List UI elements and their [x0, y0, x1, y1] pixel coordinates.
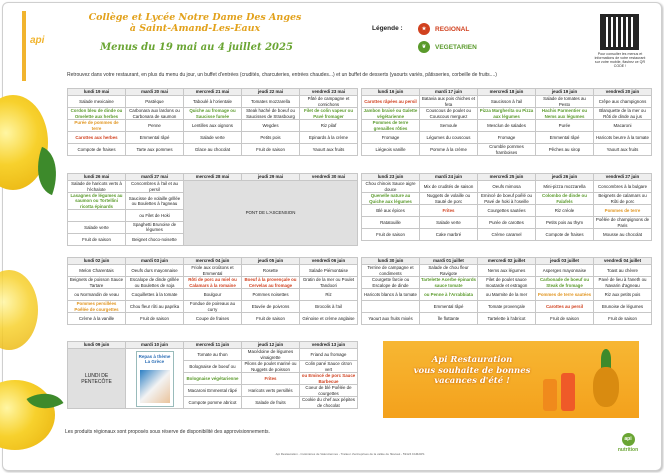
promo-line: vacances d'été !: [434, 376, 510, 387]
menu-row: [68, 132, 358, 144]
legend-vegetarian-label: VEGETARIEN: [435, 43, 477, 51]
menu-row: [362, 193, 652, 205]
menu-dish: Lasagnes de légumes au saumon ou Tortellini ricotta épinards: [68, 193, 126, 210]
week-table: [67, 257, 358, 325]
menu-dish: Salade Piémontaise: [300, 265, 358, 277]
menu-dish: Fromage: [362, 132, 420, 144]
menu-dish: Filet de colin vapeur ou Pavé fromager: [300, 108, 358, 120]
menu-dish: Compote de fraises: [68, 144, 126, 156]
day-header: lundi 02 juin: [68, 258, 126, 265]
menu-row: [362, 265, 652, 277]
day-header: mercredi 28 mai: [184, 174, 242, 181]
menu-dish: Courgettes sautées: [478, 205, 536, 217]
menu-dish: Fruit de saison: [362, 229, 420, 241]
promo-line: vous souhaite de bonnes: [413, 365, 531, 376]
menu-dish: Melon Charentais: [68, 265, 126, 277]
menu-dish: Pommes de terre sautées: [536, 289, 594, 301]
menu-dish: Tomate provençale: [478, 301, 536, 313]
menu-dish: Rosette: [242, 265, 300, 277]
menu-dish: Fruit de saison: [242, 313, 300, 325]
menu-dish: Steak haché de boeuf ou Saucisses de Strasbourg: [242, 108, 300, 120]
menu-dish: Crème caramel: [478, 229, 536, 241]
menu-dish: Courgette farcie ou Escalope de dinde: [362, 277, 420, 289]
intro-text: Retrouvez dans votre restaurant, en plus du menu du jour, un buffet d'entrées (crudités, charcuteries, entrées chaudes...) et un buffet de desserts (yaourts variés, pâtisseries, corbeille de fruits....): [67, 72, 497, 78]
menu-row: [362, 313, 652, 325]
day-header: lundi 26 mai: [68, 174, 126, 181]
menu-dish: Liégeois vanille: [362, 144, 420, 156]
menu-dish: Yaourt aux fruits mixés: [362, 313, 420, 325]
menu-dish: Ratatouille: [362, 217, 420, 229]
menu-dish: Cake marbré: [420, 229, 478, 241]
menu-dish: Jambon braisé ou Galette végétarienne: [362, 108, 420, 120]
menu-row: [68, 96, 358, 108]
theme-title: Repas à thème La Grèce: [138, 353, 171, 364]
day-header: mercredi 04 juin: [184, 258, 242, 265]
day-header: mercredi 18 juin: [478, 89, 536, 96]
menu-dish: Colin pané Sauce citron vert: [300, 361, 358, 373]
menu-dish: Pavé de lieu à l'aneth ou Navarin d'agneau: [594, 277, 652, 289]
day-header: vendredi 23 mai: [300, 89, 358, 96]
menu-dish: Fruit de saison: [126, 313, 184, 325]
day-header: lundi 23 juin: [362, 174, 420, 181]
menu-dish: Saucisse de volaille grillée ou Boulettes à l'agneau: [126, 193, 184, 210]
menu-dish: Emmental râpé: [536, 132, 594, 144]
menu-dish: Friand au fromage: [300, 349, 358, 361]
menu-dish: Petits pois: [242, 132, 300, 144]
menu-dish: Mesclun de salades: [478, 120, 536, 132]
school-location: à Saint-Amand-Les-Eaux: [129, 23, 261, 34]
menu-period: Menus du 19 mai au 4 juillet 2025: [100, 42, 293, 53]
menu-dish: Cookie du chef aux pépites de chocolat: [300, 397, 358, 409]
menu-dish: Petits pois au thym: [536, 217, 594, 229]
menu-dish: Salade verte: [420, 217, 478, 229]
menu-dish: Tomates mozzarella: [242, 96, 300, 108]
day-header: lundi 09 juin: [68, 342, 126, 349]
menu-dish: Pommes de terre grenailles rôties: [362, 120, 420, 132]
menu-dish: Rôti de porc au miel ou Calamars à la romaine: [184, 277, 242, 289]
menu-row: [362, 181, 652, 193]
menu-dish: Haricots blancs à la tomate: [362, 289, 420, 301]
menu-dish: Salade de fruits: [242, 397, 300, 409]
menu-dish: Fruit de saison: [594, 313, 652, 325]
week-table: [67, 341, 358, 409]
day-header: mercredi 25 juin: [478, 174, 536, 181]
day-header: mardi 03 juin: [126, 258, 184, 265]
menu-dish: Compote pomme abricot: [184, 397, 242, 409]
day-header: vendredi 30 mai: [300, 174, 358, 181]
menu-dish: Mix de crudités de saison: [420, 181, 478, 193]
week-table: [361, 173, 652, 241]
menu-dish: Coupe de fraises: [184, 313, 242, 325]
menu-dish: Salade verte: [184, 132, 242, 144]
menu-dish: Brunoise de légumes: [594, 301, 652, 313]
week-header-row: [362, 258, 652, 265]
menu-dish: Macédoine de légumes vinaigrette: [242, 349, 300, 361]
day-header: mercredi 11 juin: [184, 342, 242, 349]
legend-regional: [418, 22, 469, 36]
menu-dish: ou Filet de Hoki: [126, 209, 184, 221]
week-header-row: [68, 89, 358, 96]
nutrition-logo: [616, 433, 640, 453]
menu-dish: Couscous de poulet ou Couscous merguez: [420, 108, 478, 120]
leaf-icon: ❦: [418, 41, 430, 53]
menu-dish: Carbonara aux lardons ou Carbonara de saumon: [126, 108, 184, 120]
menu-dish: Tarte aux pommes: [126, 144, 184, 156]
menu-dish: ou Emincé de porc Sauce Barbecue: [300, 373, 358, 385]
menu-dish: Penne: [126, 120, 184, 132]
menu-dish: ou Normandin de veau: [68, 289, 126, 301]
holiday-cell: PONT DE L'ASCENSION: [184, 181, 358, 246]
menu-dish: ou Marmite de la mer: [478, 289, 536, 301]
menu-dish: Bolognaise de boeuf ou: [184, 361, 242, 373]
day-header: jeudi 19 juin: [536, 89, 594, 96]
day-header: lundi 30 juin: [362, 258, 420, 265]
menu-row: [68, 313, 358, 325]
menu-dish: Batavia aux pois chiches et feta: [420, 96, 478, 108]
day-header: jeudi 29 mai: [242, 174, 300, 181]
legend-vegetarian: [418, 40, 477, 54]
menu-row: [68, 181, 358, 193]
menu-dish: Yaourt aux fruits: [300, 144, 358, 156]
menu-dish: Salade de chou fleur Ravigote: [420, 265, 478, 277]
menu-dish: Fruit de saison: [242, 144, 300, 156]
menu-row: [362, 289, 652, 301]
promo-text: [407, 355, 537, 387]
menu-dish: Tartelette Acerbe épinards sauce tomate: [421, 277, 476, 288]
menu-dish: Toast au chèvre: [594, 265, 652, 277]
menu-dish: Pomme à la crème: [420, 144, 478, 156]
menu-dish: Taboulé à l'orientale: [184, 96, 242, 108]
menu-dish: ou Penne à l'Arrabbiata: [420, 289, 478, 301]
menu-dish: Pâté de campagne et cornichons: [300, 96, 358, 108]
day-header: vendredi 04 juillet: [594, 258, 652, 265]
menu-dish: Pizza Margherita ou Pizza aux légumes: [478, 108, 536, 120]
week-table: [361, 257, 652, 325]
menu-dish: Colombo de dinde ou Falafels: [536, 193, 594, 205]
summer-promo-banner: [383, 341, 639, 418]
week-header-row: [362, 174, 652, 181]
day-header: vendredi 27 juin: [594, 174, 652, 181]
menu-dish: Mini-pizza mozzarella: [536, 181, 594, 193]
menu-dish: Compote de fraises: [536, 229, 594, 241]
day-header: lundi 19 mai: [68, 89, 126, 96]
menu-row: [362, 96, 652, 108]
menu-row: [362, 277, 652, 289]
menu-row: [362, 217, 652, 229]
menu-dish: Wegdes: [242, 120, 300, 132]
menu-dish: Pommes de terre: [594, 205, 652, 217]
menu-dish: Blanquette de la mer ou Rôti de dinde au jus: [594, 108, 652, 120]
menu-dish: Nuggets de volaille ou Sauté de porc: [420, 193, 478, 205]
menu-dish: Boulgour: [184, 289, 242, 301]
menu-dish: Purée: [536, 120, 594, 132]
menu-dish: Île flottante: [420, 313, 478, 325]
day-header: jeudi 05 juin: [242, 258, 300, 265]
company-address: Api Restauration - Cuisinières de Valenciennes - Traiteur d'entreprises de la vallée de l'Escaut - 59124 FAMARS: [275, 452, 425, 456]
menu-row: [362, 144, 652, 156]
menu-dish: Beignets de poisson Sauce Tartare: [68, 277, 126, 289]
menu-dish: Concombres à l'ail et au persil: [126, 181, 184, 193]
menu-row: [68, 277, 358, 289]
menu-dish: Escalope de dinde grillée ou Boulettes de soja: [126, 277, 184, 289]
menu-dish: Fruit de saison: [68, 233, 126, 245]
week-header-row: [68, 174, 358, 181]
day-header: mercredi 21 mai: [184, 89, 242, 96]
menu-dish: Crème à la vanille: [68, 313, 126, 325]
menu-dish: Chou fleur rôti au paprika: [126, 301, 184, 313]
menu-dish: Fromage: [478, 132, 536, 144]
holiday-cell: LUNDI DE PENTECÔTE: [68, 349, 126, 409]
greece-image: [140, 370, 170, 403]
menu-dish: Purée de pommes de terre: [68, 120, 126, 132]
day-header: mardi 10 juin: [126, 342, 184, 349]
menu-dish: Génoise et crème anglaise: [300, 313, 358, 325]
menu-dish: Macaroni: [594, 120, 652, 132]
menu-dish: Salade de tomates au Pesto: [536, 96, 594, 108]
menu-dish: Saucisson à l'ail: [478, 96, 536, 108]
menu-dish: Fondue de poireaux au curry: [184, 301, 242, 313]
day-header: jeudi 03 juillet: [536, 258, 594, 265]
menu-dish: Crêpe aux champignons: [594, 96, 652, 108]
legend-regional-label: REGIONAL: [435, 25, 470, 33]
menu-dish: Oeufs mimosa: [478, 181, 536, 193]
menu-dish: Chou chinois Sauce aigre douce: [362, 181, 420, 193]
day-header: jeudi 22 mai: [242, 89, 300, 96]
school-title: Collège et Lycée Notre Dame Des Anges: [88, 12, 302, 23]
menu-dish: Gratin de la mer ou Poulet Tandoori: [300, 277, 358, 289]
day-header: jeudi 26 juin: [536, 174, 594, 181]
qr-caption: Pour consulter les menus et informations de votre restaurant sur votre mobile, flashez ce QR CODE !: [594, 52, 646, 69]
menu-row: [68, 289, 358, 301]
menu-dish: Carbonade de boeuf ou Steak de fromage: [536, 277, 594, 289]
menu-row: [68, 301, 358, 313]
menu-dish: Haricots verts persillés: [242, 385, 300, 397]
menu-dish: Pêches au sirop: [536, 144, 594, 156]
menu-dish: Emmental râpé: [126, 132, 184, 144]
day-header: mardi 17 juin: [420, 89, 478, 96]
menu-row: [68, 349, 358, 361]
menu-dish: [68, 209, 126, 221]
week-header-row: [68, 342, 358, 349]
day-header: mercredi 02 juillet: [478, 258, 536, 265]
menu-dish: Quiche au fromage ou Saucisse fumée: [184, 108, 242, 120]
day-header: vendredi 13 juin: [300, 342, 358, 349]
menu-dish: Emincé de boeuf poêlé ou Pavé de hoki à l'oseille: [478, 193, 536, 205]
qr-code-icon[interactable]: [600, 14, 639, 50]
menu-dish: Fruit de saison: [536, 313, 594, 325]
menu-dish: Bolognaise végétarienne: [184, 373, 242, 385]
menu-dish: Riz aux petits pois: [594, 289, 652, 301]
day-header: mardi 27 mai: [126, 174, 184, 181]
menu-dish: Carottes aux herbes: [68, 132, 126, 144]
menu-row: [362, 301, 652, 313]
menu-dish: Coeur de blé Poêlée de courgettes: [300, 385, 358, 397]
menu-dish: Crumble pommes framboises: [478, 144, 536, 156]
menu-dish: Hachis Parmentier ou Nems aux légumes: [536, 108, 594, 120]
menu-dish: Quenelle nature au Quiche aux légumes: [362, 193, 420, 205]
week-header-row: [68, 258, 358, 265]
menu-row: [362, 108, 652, 120]
day-header: mardi 24 juin: [420, 174, 478, 181]
menu-dish: Cordon bleu de dinde ou Omelette aux herbes: [68, 108, 126, 120]
menu-dish: Poêlée de champignons de Paris: [594, 217, 652, 229]
week-table: [361, 88, 652, 156]
menu-row: [362, 229, 652, 241]
greece-theme-brochure: [136, 351, 174, 407]
day-header: mardi 20 mai: [126, 89, 184, 96]
brand-logo: api: [30, 35, 45, 46]
menu-dish: [362, 301, 420, 313]
menu-dish: Tomate au thon: [184, 349, 242, 361]
day-header: jeudi 12 juin: [242, 342, 300, 349]
menu-dish: Riz: [300, 289, 358, 301]
menu-dish: Epinards à la crème: [300, 132, 358, 144]
menu-dish: Pommes persillées Poêlée de courgettes: [68, 301, 126, 313]
menu-dish: Concombres à la bulgare: [594, 181, 652, 193]
week-header-row: [362, 89, 652, 96]
day-header: vendredi 20 juin: [594, 89, 652, 96]
day-header: vendredi 06 juin: [300, 258, 358, 265]
menu-row: [362, 132, 652, 144]
menu-dish: Riz créole: [536, 205, 594, 217]
menu-row: [362, 205, 652, 217]
menu-dish: Salade de haricots verts à l'échalote: [68, 181, 126, 193]
menu-dish: Frites: [420, 205, 478, 217]
menu-dish: Blé aux épices: [362, 205, 420, 217]
menu-dish: Asperges mayonnaise: [536, 265, 594, 277]
promo-line: Api Restauration: [431, 355, 513, 365]
pineapple-illustration: [591, 349, 621, 409]
menu-dish: Nems aux légumes: [478, 265, 536, 277]
theme-cell: [126, 349, 184, 409]
nutrition-label: nutrition: [617, 447, 639, 453]
menu-dish: Beignet choco-noisette: [126, 233, 184, 245]
menu-dish: Carottes râpées au persil: [362, 96, 420, 108]
menu-dish: Friole aux croûtons et Emmental: [184, 265, 242, 277]
menu-dish: Purée de carottes: [478, 217, 536, 229]
menu-dish: Lentilles aux oignons: [184, 120, 242, 132]
menu-dish: Emmental râpé: [420, 301, 478, 313]
menu-dish: Glace au chocolat: [184, 144, 242, 156]
menu-row: [362, 120, 652, 132]
menu-dish: Carottes au persil: [536, 301, 594, 313]
menu-dish: Riz pilaf: [300, 120, 358, 132]
menu-dish: Brocolis à l'ail: [300, 301, 358, 313]
menu-dish: Légumes du couscous: [420, 132, 478, 144]
menu-dish: Yaourt aux fruits: [594, 144, 652, 156]
day-header: mardi 01 juillet: [420, 258, 478, 265]
menu-row: [68, 120, 358, 132]
menu-dish: Etuvée de poivrons: [242, 301, 300, 313]
menu-dish: Pommes noisettes: [242, 289, 300, 301]
menu-dish: Macaroni Emmental râpé: [184, 385, 242, 397]
menu-dish: Boeuf à la provençale ou Cervelas au fromage: [242, 277, 300, 289]
menu-dish: Frites: [242, 373, 300, 385]
menu-dish: Semoule: [420, 120, 478, 132]
menu-row: [68, 144, 358, 156]
menu-dish: Beignets de calamars ou Rôti de porc: [594, 193, 652, 205]
brand-bar: [22, 11, 26, 81]
menu-dish: Salade mexicaine: [68, 96, 126, 108]
menu-dish: Filet de poulet sauce moutarde et estragon: [478, 277, 536, 289]
menu-dish: Tartelette à l'abricot: [478, 313, 536, 325]
menu-dish: Pilons de poulet mariné ou Nuggets de poisson: [242, 361, 300, 373]
day-header: lundi 16 juin: [362, 89, 420, 96]
week-table: [67, 88, 358, 156]
menu-row: [68, 265, 358, 277]
menu-row: [68, 108, 358, 120]
menu-dish: Salade verte: [68, 221, 126, 233]
regional-footnote: Les produits régionaux sont proposés sous réserve de disponibilité des approvisionnements.: [65, 429, 270, 435]
api-logo-icon: api: [622, 433, 635, 446]
menu-dish: Spaghetti Brunoise de légumes: [126, 221, 184, 233]
menu-dish: Terrine de campagne et condiments: [362, 265, 420, 277]
menu-dish: Pastèque: [126, 96, 184, 108]
week-table: [67, 173, 358, 246]
menu-dish: Oeufs durs mayonnaise: [126, 265, 184, 277]
menu-dish: Mousse au chocolat: [594, 229, 652, 241]
legend-label: Légende :: [372, 25, 403, 32]
drinks-illustration: [543, 369, 583, 413]
menu-dish: Coquillettes à la tomate: [126, 289, 184, 301]
menu-dish: Haricots beurre à la tomate: [594, 132, 652, 144]
regional-icon: ★: [418, 23, 430, 35]
